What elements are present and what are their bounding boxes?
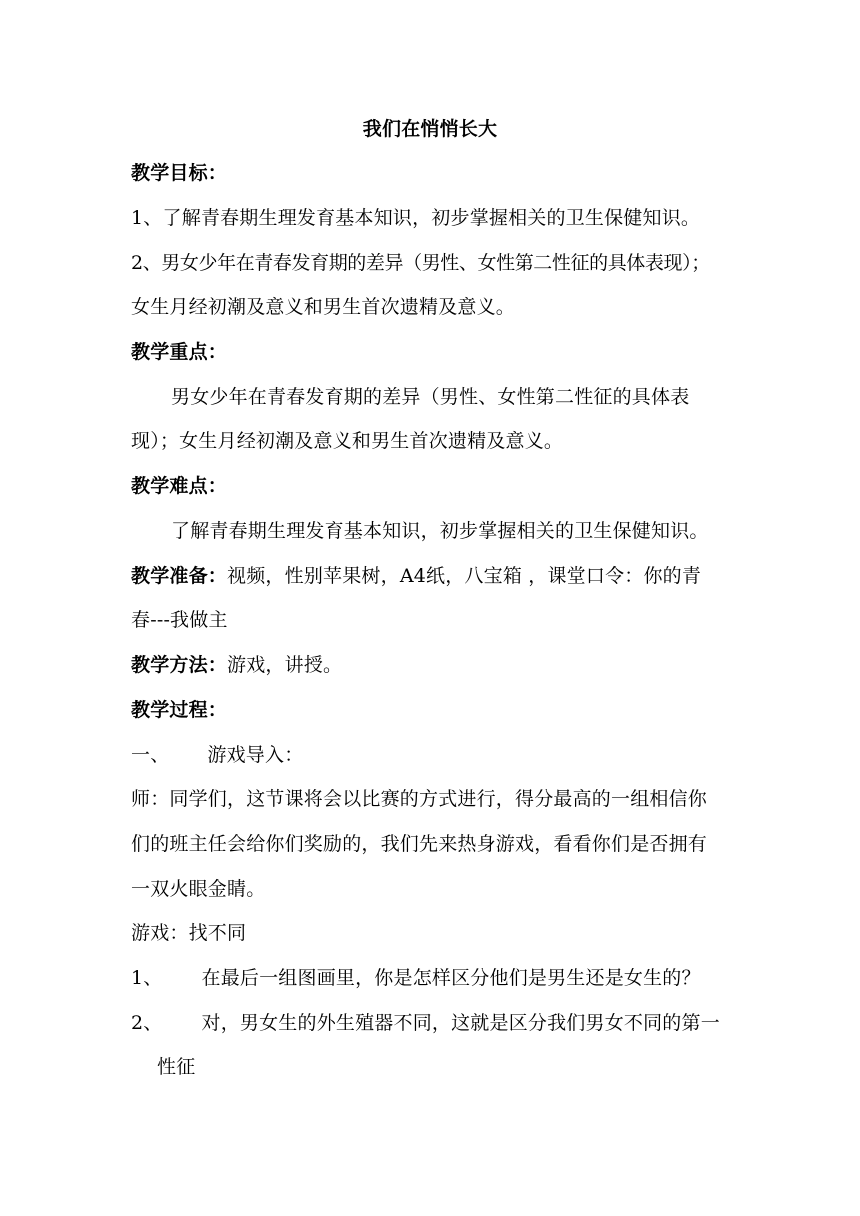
method-text: 游戏，讲授。 [227,654,343,676]
game-line: 游戏：找不同 [131,922,247,944]
process-heading: 教学过程： [131,699,228,721]
question-2 [131,1011,741,1035]
objective-item-2-line-2: 女生月经初潮及意义和男生首次遗精及意义。 [131,296,516,318]
preparation-heading: 教学准备： [131,565,228,587]
teacher-line-2: 们的班主任会给你们奖励的，我们先来热身游戏，看看你们是否拥有 [131,833,708,855]
method-heading: 教学方法： [131,654,228,676]
question-2-number: 2、 [131,1012,163,1034]
question-2-text: 对，男女生的外生殖器不同，这就是区分我们男女不同的第一 [201,1012,720,1034]
teacher-line-3: 一双火眼金睛。 [131,878,266,900]
key-points-line-2: 现）；女生月经初潮及意义和男生首次遗精及意义。 [131,430,564,452]
key-points-heading: 教学重点： [131,341,228,363]
difficulties-heading: 教学难点： [131,475,228,497]
question-1-text: 在最后一组图画里，你是怎样区分他们是男生还是女生的？ [201,967,701,989]
step-1-number: 一、 [131,744,170,766]
question-1-number: 1、 [131,967,163,989]
method-line [131,653,741,677]
question-2-line-2: 性征 [157,1056,196,1078]
objectives-heading: 教学目标： [131,162,228,184]
preparation-line-1 [131,564,741,588]
key-points-line-1: 男女少年在青春发育期的差异（男性、女性第二性征的具体表 [171,386,690,408]
objective-item-2-line-1: 2、男女少年在青春发育期的差异（男性、女性第二性征的具体表现）； [131,252,710,274]
preparation-line-2: 春---我做主 [131,609,228,631]
question-1 [131,966,741,990]
difficulties-line-1: 了解青春期生理发育基本知识，初步掌握相关的卫生保健知识。 [171,520,709,542]
page-title: 我们在悄悄长大 [362,118,498,140]
teacher-line-1: 师：同学们，这节课将会以比赛的方式进行，得分最高的一组相信你 [131,788,708,810]
step-1-text: 游戏导入： [207,744,304,766]
preparation-text: 视频，性别苹果树，A4纸，八宝箱 ，课堂口令：你的青 [227,565,702,587]
objective-item-1: 1、了解青春期生理发育基本知识，初步掌握相关的卫生保健知识。 [131,207,701,229]
step-1 [131,743,741,767]
